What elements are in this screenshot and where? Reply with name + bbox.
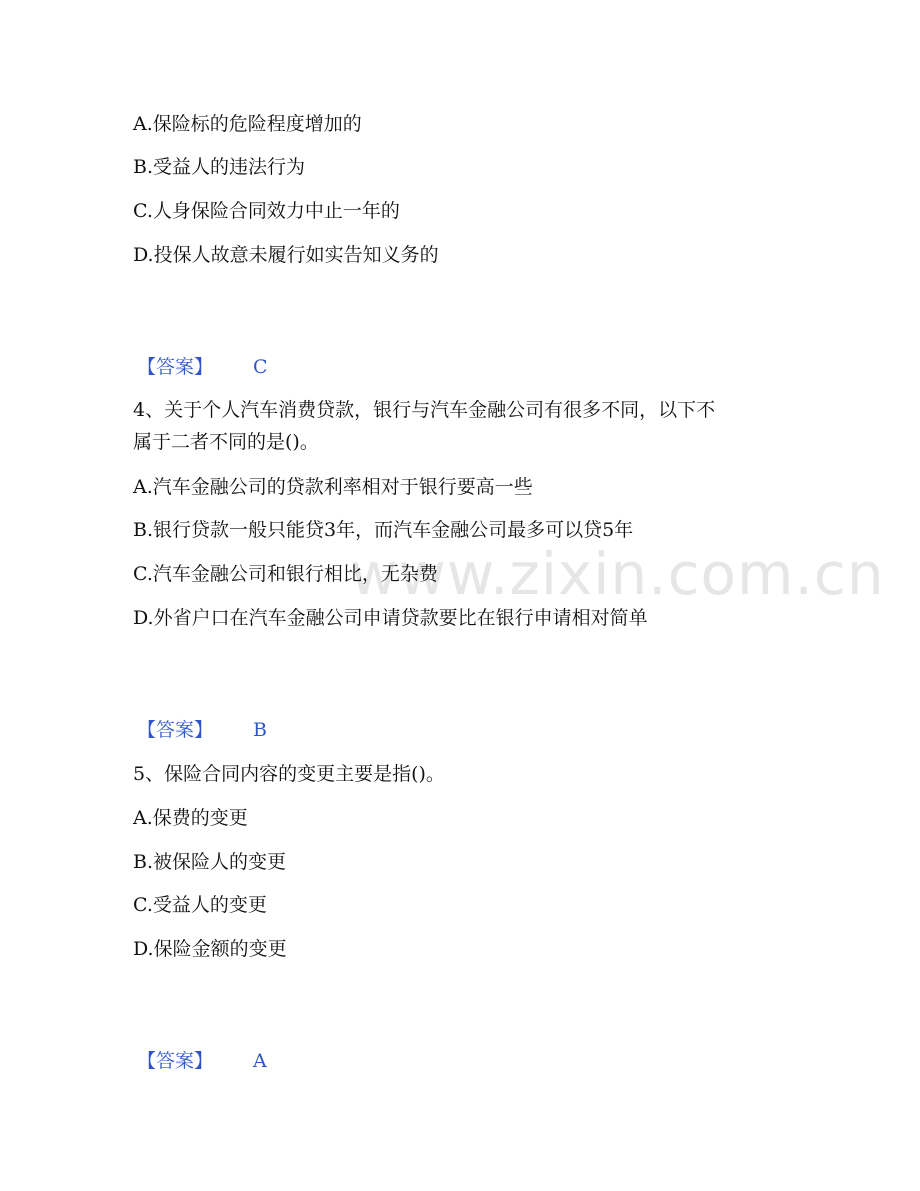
- answer-value: A: [253, 1050, 267, 1072]
- q5-option-a: A.保费的变更: [133, 807, 248, 829]
- answer-value: C: [253, 356, 268, 378]
- q5-stem: 5、保险合同内容的变更主要是指()。: [133, 763, 445, 785]
- q3-option-a: A.保险标的危险程度增加的: [133, 113, 362, 135]
- q3-option-b: B.受益人的违法行为: [133, 156, 306, 178]
- q4-stem-line2: 属于二者不同的是()。: [133, 431, 319, 453]
- q3-option-d: D.投保人故意未履行如实告知义务的: [133, 244, 439, 266]
- q5-answer: [137, 1049, 267, 1073]
- q4-answer: [137, 718, 267, 742]
- q5-option-c: C.受益人的变更: [133, 894, 267, 916]
- q5-option-d: D.保险金额的变更: [133, 938, 287, 960]
- q4-stem-line1: 4、关于个人汽车消费贷款，银行与汽车金融公司有很多不同，以下不: [133, 399, 716, 421]
- q4-option-d: D.外省户口在汽车金融公司申请贷款要比在银行申请相对简单: [133, 607, 648, 629]
- q4-option-c: C.汽车金融公司和银行相比，无杂费: [133, 563, 438, 585]
- q4-option-b: B.银行贷款一般只能贷3年，而汽车金融公司最多可以贷5年: [133, 519, 634, 541]
- answer-value: B: [253, 719, 267, 741]
- q3-option-c: C.人身保险合同效力中止一年的: [133, 200, 400, 222]
- q3-answer: [137, 355, 268, 379]
- answer-label: 【答案】: [137, 356, 214, 378]
- q5-option-b: B.被保险人的变更: [133, 851, 287, 873]
- q4-option-a: A.汽车金融公司的贷款利率相对于银行要高一些: [133, 476, 533, 498]
- answer-label: 【答案】: [137, 1050, 214, 1072]
- watermark: www.zixin.com.cn: [350, 540, 885, 608]
- answer-label: 【答案】: [137, 719, 214, 741]
